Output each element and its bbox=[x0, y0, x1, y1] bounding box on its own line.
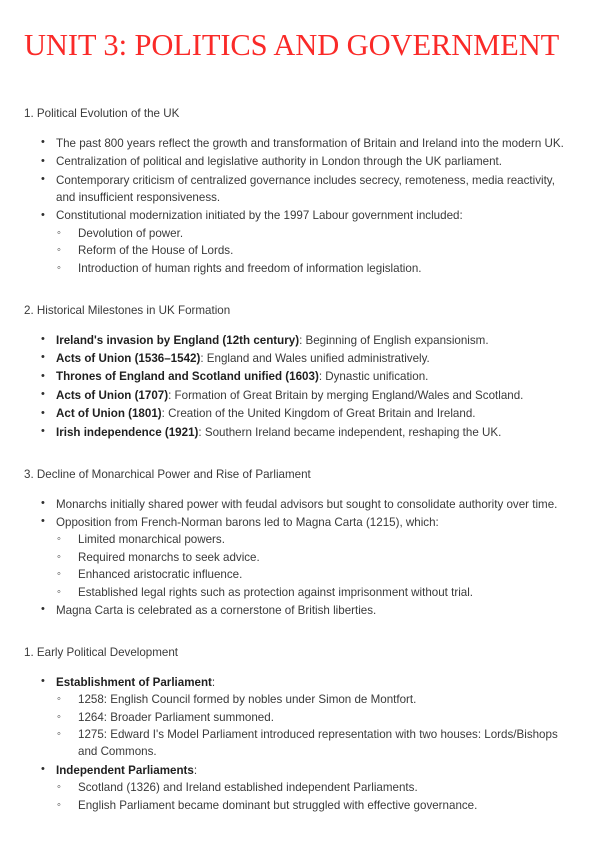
document-section bbox=[24, 106, 576, 277]
list-item-text bbox=[56, 350, 576, 367]
list-item-text bbox=[56, 332, 576, 349]
sub-list-item: ◦ 1275: Edward I's Model Parliament introduced representation with two houses: Lords/Bishops and Commons. bbox=[56, 726, 576, 761]
list-item-body: : England and Wales unified administratively. bbox=[200, 351, 430, 365]
document-section bbox=[24, 645, 576, 814]
list-item-lead: Independent Parliaments bbox=[56, 763, 194, 777]
list-item-body: : bbox=[211, 675, 216, 689]
list-item-lead: Act of Union (1801) bbox=[56, 407, 162, 421]
list-item-text: • Centralization of political and legislative authority in London through the UK parliament. bbox=[56, 153, 576, 170]
list-item bbox=[24, 172, 576, 207]
list-item bbox=[24, 405, 576, 422]
list-item bbox=[24, 387, 576, 404]
sub-list-item: ◦ Established legal rights such as protection against imprisonment without trial. bbox=[56, 584, 576, 601]
list-item-text bbox=[56, 368, 576, 385]
list-item-text bbox=[56, 424, 576, 441]
list-item-text: • Magna Carta is celebrated as a cornerstone of British liberties. bbox=[56, 602, 576, 619]
list-item-lead: Establishment of Parliament bbox=[56, 675, 212, 689]
sub-list-item: ◦ Introduction of human rights and freedom of information legislation. bbox=[56, 260, 576, 277]
document-section bbox=[24, 303, 576, 441]
list-item-lead: Ireland's invasion by England (12th century) bbox=[56, 333, 300, 347]
list-item-text: • Contemporary criticism of centralized governance includes secrecy, remoteness, media reactivity, and insufficient responsiveness. bbox=[56, 172, 576, 207]
list-item-body: : bbox=[193, 763, 198, 777]
sub-list-item: ◦ Scotland (1326) and Ireland established independent Parliaments. bbox=[56, 779, 576, 796]
list-item-lead: Acts of Union (1536–1542) bbox=[56, 351, 201, 365]
list-item bbox=[24, 496, 576, 513]
sub-bullet-list bbox=[56, 531, 576, 601]
list-item bbox=[24, 424, 576, 441]
list-item-body: : Formation of Great Britain by merging England/Wales and Scotland. bbox=[168, 388, 524, 402]
sub-list-item: ◦ Limited monarchical powers. bbox=[56, 531, 576, 548]
list-item-text bbox=[56, 674, 576, 691]
list-item bbox=[24, 602, 576, 619]
list-item-text bbox=[56, 405, 576, 422]
document-section bbox=[24, 467, 576, 619]
sub-list-item: ◦ 1264: Broader Parliament summoned. bbox=[56, 709, 576, 726]
sub-list-item: ◦ Enhanced aristocratic influence. bbox=[56, 566, 576, 583]
section-heading: 1. Political Evolution of the UK bbox=[24, 107, 180, 121]
bullet-list bbox=[24, 674, 576, 814]
list-item bbox=[24, 332, 576, 349]
list-item-body: : Dynastic unification. bbox=[318, 370, 429, 384]
list-item bbox=[24, 207, 576, 277]
sub-list-item: ◦ Reform of the House of Lords. bbox=[56, 242, 576, 259]
list-item bbox=[24, 135, 576, 152]
sub-list-item: ◦ English Parliament became dominant but struggled with effective governance. bbox=[56, 797, 576, 814]
section-heading: 1. Early Political Development bbox=[24, 646, 179, 660]
bullet-list bbox=[24, 332, 576, 441]
sub-bullet-list bbox=[56, 779, 576, 814]
bullet-list bbox=[24, 135, 576, 277]
section-heading: 3. Decline of Monarchical Power and Rise of Parliament bbox=[24, 467, 311, 481]
page-title: UNIT 3: POLITICS AND GOVERNMENT bbox=[24, 28, 560, 62]
sub-list-item: ◦ 1258: English Council formed by nobles under Simon de Montfort. bbox=[56, 691, 576, 708]
list-item bbox=[24, 350, 576, 367]
sub-bullet-list bbox=[56, 225, 576, 277]
sub-list-item: ◦ Required monarchs to seek advice. bbox=[56, 549, 576, 566]
list-item-text: • Monarchs initially shared power with feudal advisors but sought to consolidate authority over time. bbox=[56, 496, 576, 513]
list-item-body: : Beginning of English expansionism. bbox=[299, 333, 489, 347]
sub-list-item: ◦ Devolution of power. bbox=[56, 225, 576, 242]
list-item bbox=[24, 674, 576, 761]
list-item-text: • Opposition from French-Norman barons led to Magna Carta (1215), which: bbox=[56, 514, 576, 531]
list-item-lead: Acts of Union (1707) bbox=[56, 388, 169, 402]
list-item bbox=[24, 153, 576, 170]
list-item-text: • Constitutional modernization initiated by the 1997 Labour government included: bbox=[56, 207, 576, 224]
list-item-text bbox=[56, 762, 576, 779]
bullet-list bbox=[24, 496, 576, 620]
list-item bbox=[24, 514, 576, 601]
list-item bbox=[24, 368, 576, 385]
section-heading: 2. Historical Milestones in UK Formation bbox=[24, 303, 231, 317]
list-item-text bbox=[56, 387, 576, 404]
list-item-text: • The past 800 years reflect the growth and transformation of Britain and Ireland into the modern UK. bbox=[56, 135, 576, 152]
list-item-lead: Irish independence (1921) bbox=[56, 425, 199, 439]
list-item-body: : Southern Ireland became independent, reshaping the UK. bbox=[198, 425, 502, 439]
list-item-body: : Creation of the United Kingdom of Great Britain and Ireland. bbox=[161, 407, 476, 421]
sub-bullet-list bbox=[56, 691, 576, 761]
list-item bbox=[24, 762, 576, 814]
list-item-lead: Thrones of England and Scotland unified (1603) bbox=[56, 370, 319, 384]
